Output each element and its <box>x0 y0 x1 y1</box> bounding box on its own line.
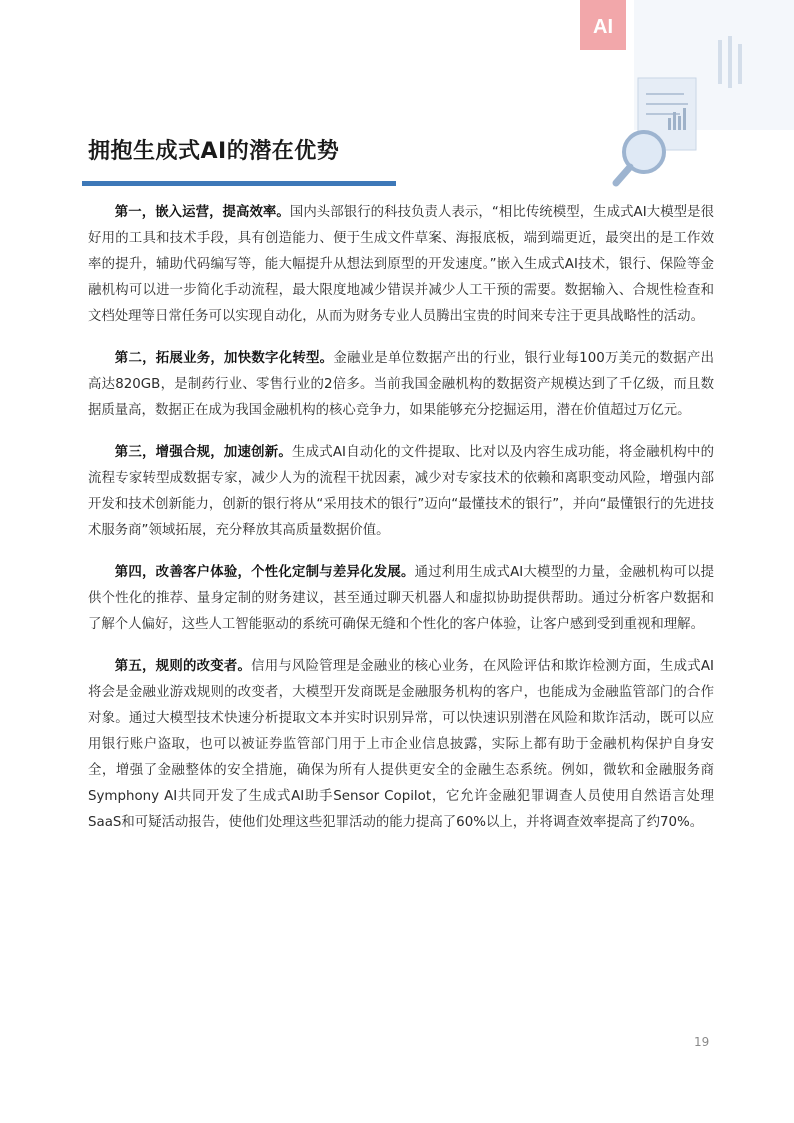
article-body <box>88 200 714 852</box>
document-magnifier-icon <box>572 0 794 200</box>
paragraph <box>88 440 714 544</box>
paragraph-text: 生成式AI自动化的文件提取、比对以及内容生成功能，将金融机构中的流程专家转型成数据专家，减少人为的流程干扰因素，减少对专家技术的依赖和离职变动风险，增强内部开发和技术创新能力，创新的银行将从“采用技术的银行”迈向“最懂技术的银行”，并向“最懂银行的先进技术服务商”领域拓展，充分释放其高质量数据价值。 <box>88 445 715 538</box>
paragraph-lead: 第二，拓展业务，加快数字化转型。 <box>114 351 334 366</box>
paragraph-lead: 第一，嵌入运营，提高效率。 <box>114 205 290 220</box>
ai-badge-text: AI <box>593 16 613 38</box>
page-number: 19 <box>694 1035 710 1049</box>
paragraph-text: 金融业是单位数据产出的行业，银行业每100万美元的数据产出高达820GB，是制药行业、零售行业的2倍多。当前我国金融机构的数据资产规模达到了千亿级，而且数据质量高，数据正在成为我国金融机构的核心竞争力，如果能够充分挖掘运用，潜在价值超过万亿元。 <box>88 351 714 418</box>
deco-bar <box>728 36 732 88</box>
paragraph <box>88 200 714 330</box>
paragraph <box>88 560 714 638</box>
title-underline <box>82 181 396 186</box>
paragraph-lead: 第四，改善客户体验，个性化定制与差异化发展。 <box>114 565 415 580</box>
deco-bar <box>738 44 742 84</box>
page-title: 拥抱生成式AI的潜在优势 <box>88 139 340 164</box>
paragraph-text: 信用与风险管理是金融业的核心业务，在风险评估和欺诈检测方面，生成式AI将会是金融业游戏规则的改变者，大模型开发商既是金融服务机构的客户，也能成为金融监管部门的合作对象。通过大模型技术快速分析提取文本并实时识别异常，可以快速识别潜在风险和欺诈活动，既可以应用银行账户盗取，也可以被证券监管部门用于上市企业信息披露，实际上都有助于金融机构保护自身安全，增强了金融整体的安全措施，确保为所有人提供更安全的金融生态系统。例如，微软和金融服务商Symphony AI共同开发了生成式AI助手Sensor Copilot，它允许金融犯罪调查人员使用自然语言处理SaaS和可疑活动报告，使他们处理这些犯罪活动的能力提高了60%以上，并将调查效率提高了约70%。 <box>88 659 715 830</box>
deco-bar <box>718 40 722 84</box>
paragraph <box>88 654 714 836</box>
paragraph-lead: 第三，增强合规，加速创新。 <box>114 445 292 460</box>
paragraph-lead: 第五，规则的改变者。 <box>114 659 252 674</box>
paragraph <box>88 346 714 424</box>
paragraph-text: 国内头部银行的科技负责人表示，“相比传统模型，生成式AI大模型是很好用的工具和技术手段，具有创造能力、便于生成文件草案、海报底板，端到端更近，最突出的是工作效率的提升，辅助代码编写等，能大幅提升从想法到原型的开发速度。”嵌入生成式AI技术，银行、保险等金融机构可以进一步简化手动流程，最大限度地减少错误并减少人工干预的需要。数据输入、合规性检查和文档处理等日常任务可以实现自动化，从而为财务专业人员腾出宝贵的时间来专注于更具战略性的活动。 <box>88 205 715 324</box>
header-illustration <box>572 0 794 200</box>
paragraph-text: 通过利用生成式AI大模型的力量，金融机构可以提供个性化的推荐、量身定制的财务建议，甚至通过聊天机器人和虚拟协助提供帮助。通过分析客户数据和了解个人偏好，这些人工智能驱动的系统可确保无缝和个性化的客户体验，让客户感到受到重视和理解。 <box>88 565 715 632</box>
magnifier-handle <box>616 167 630 183</box>
